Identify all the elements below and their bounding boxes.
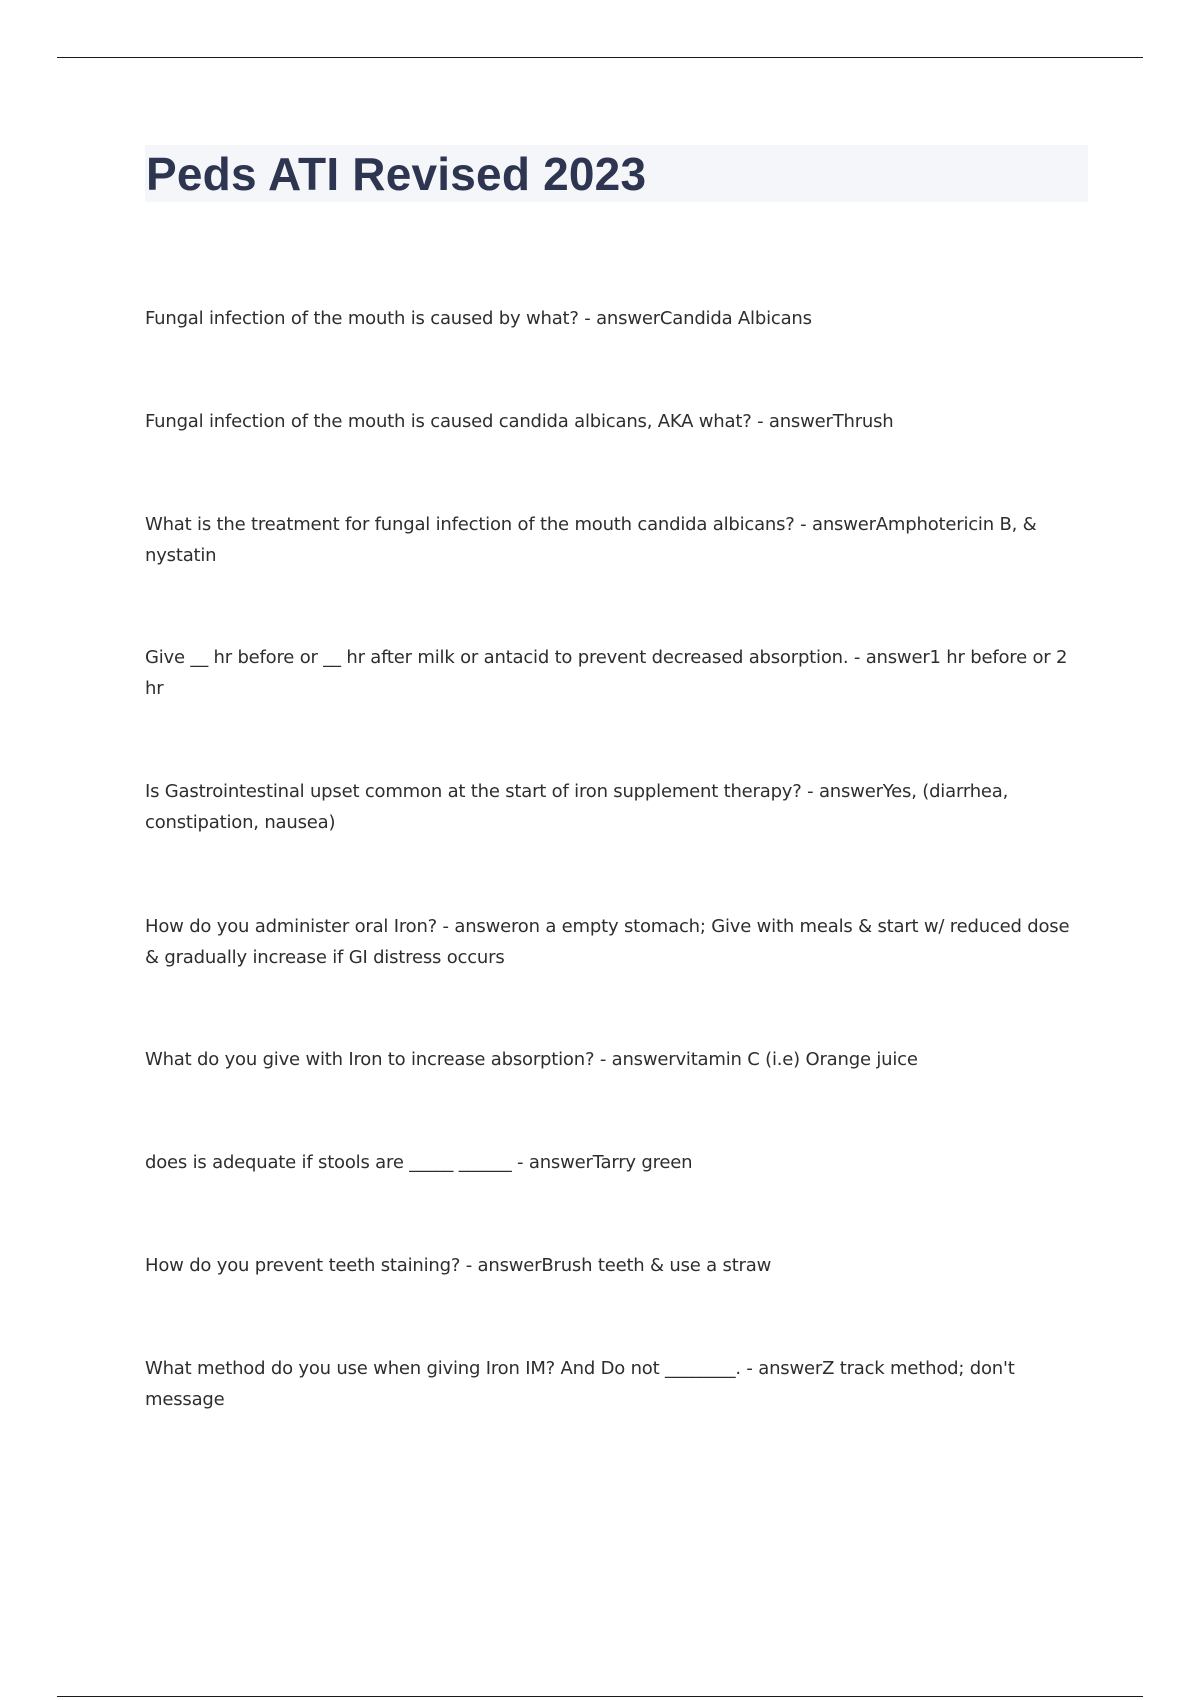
qa-item-4: Give __ hr before or __ hr after milk or antacid to prevent decreased absorption. - answer1 hr before or 2 hr xyxy=(145,647,1068,699)
bottom-divider xyxy=(57,1696,1143,1697)
qa-item-5: Is Gastrointestinal upset common at the start of iron supplement therapy? - answerYes, (diarrhea, constipation, nausea) xyxy=(145,781,1009,833)
qa-item-6: How do you administer oral Iron? - answeron a empty stomach; Give with meals & start w/ reduced dose & gradually increase if GI distress occurs xyxy=(145,916,1070,968)
page-title: Peds ATI Revised 2023 xyxy=(146,148,647,200)
qa-item-3: What is the treatment for fungal infection of the mouth candida albicans? - answerAmphotericin B, & nystatin xyxy=(145,514,1037,566)
qa-item-2: Fungal infection of the mouth is caused candida albicans, AKA what? - answerThrush xyxy=(145,411,894,432)
qa-item-8: does is adequate if stools are _____ ______ - answerTarry green xyxy=(145,1152,693,1173)
qa-item-9: How do you prevent teeth staining? - answerBrush teeth & use a straw xyxy=(145,1255,772,1276)
top-divider xyxy=(57,57,1143,58)
qa-item-10: What method do you use when giving Iron IM? And Do not ________. - answerZ track method; don't message xyxy=(145,1358,1015,1410)
qa-item-1: Fungal infection of the mouth is caused by what? - answerCandida Albicans xyxy=(145,308,812,329)
qa-item-7: What do you give with Iron to increase absorption? - answervitamin C (i.e) Orange juice xyxy=(145,1049,918,1070)
